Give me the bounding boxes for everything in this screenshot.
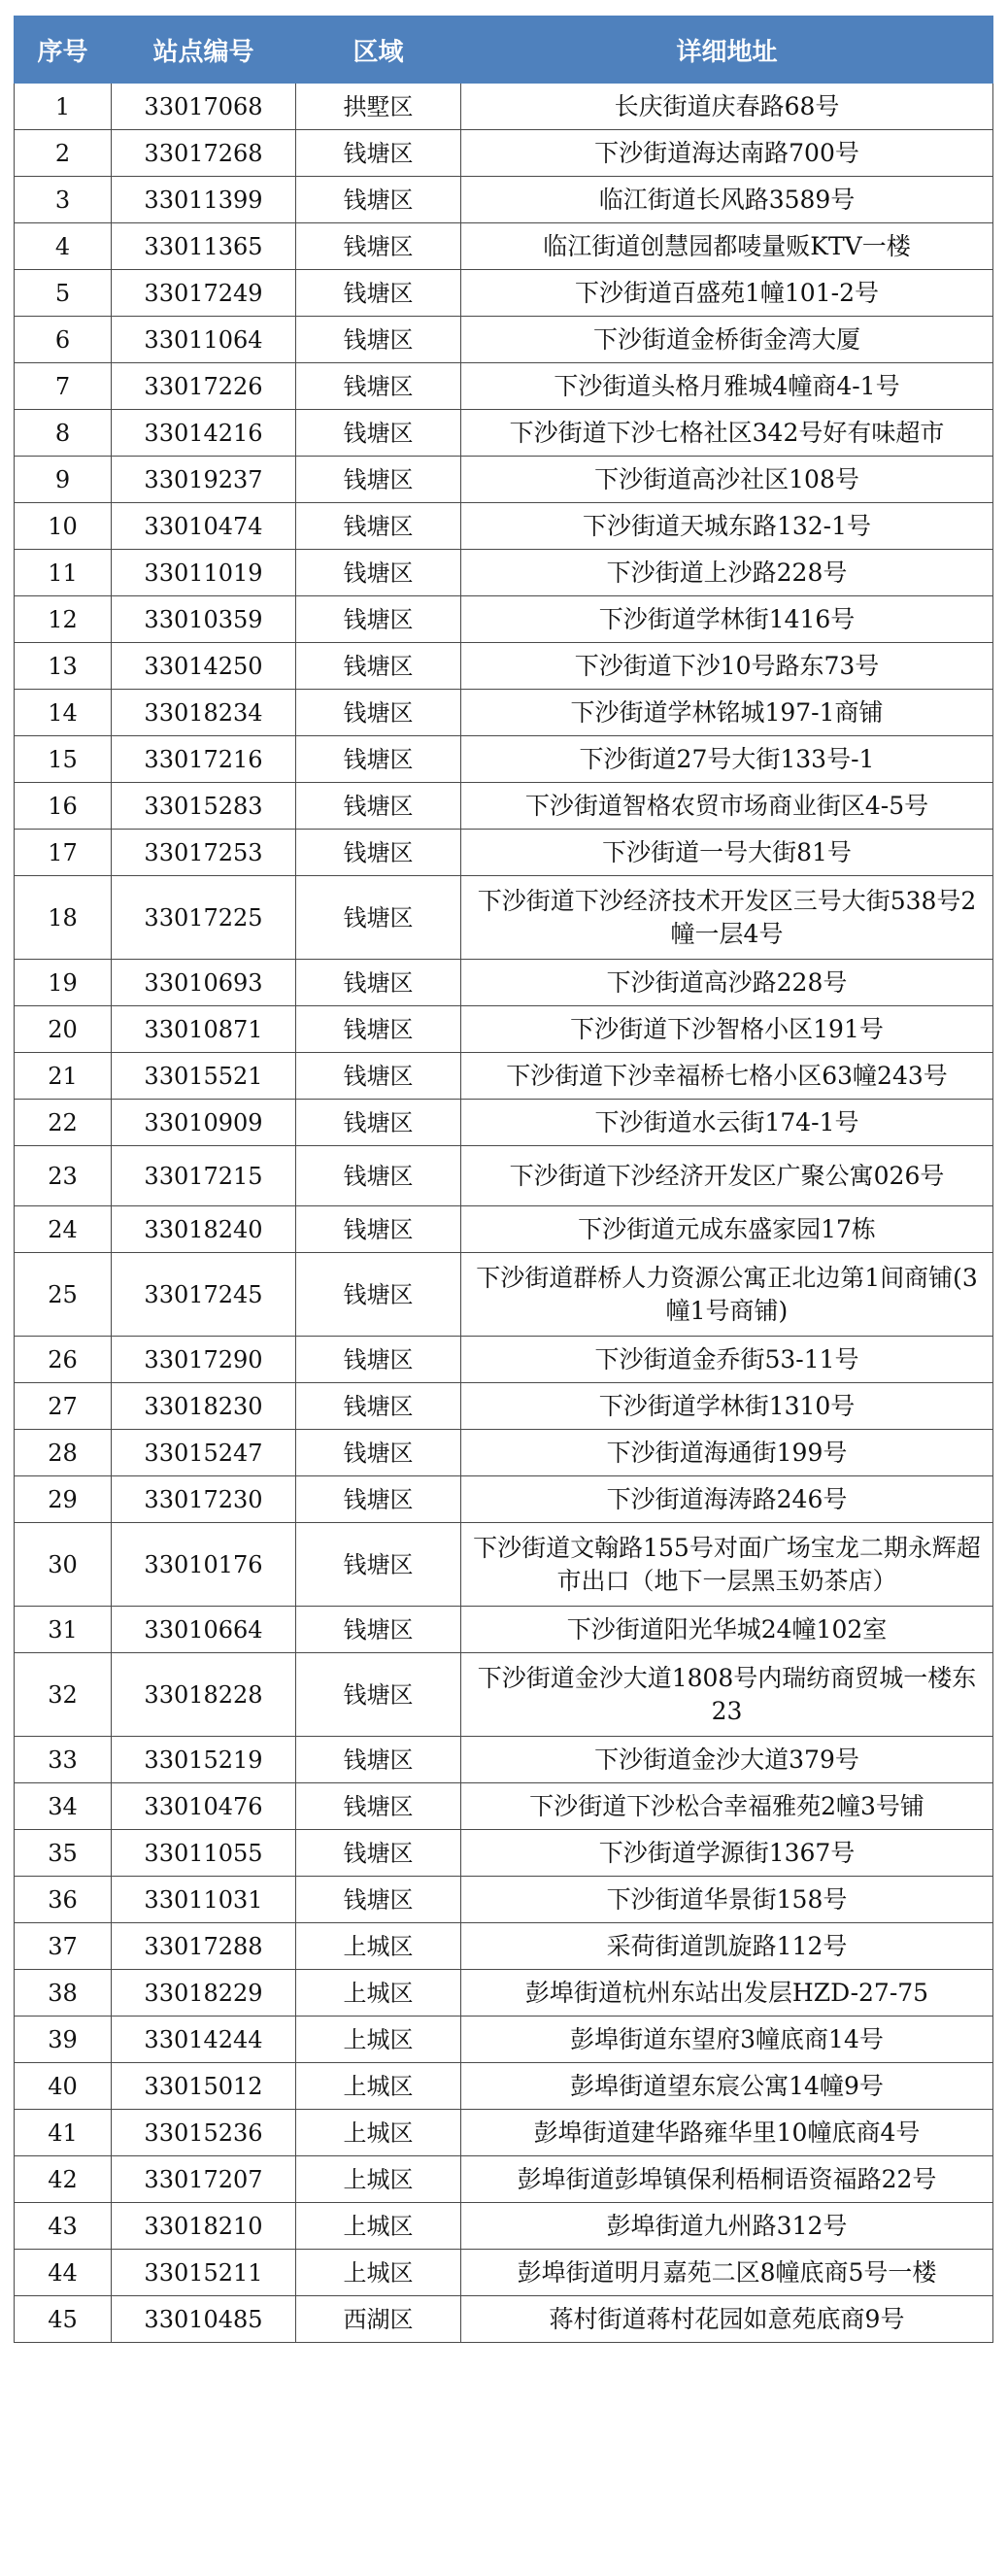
- table-row: [15, 830, 993, 876]
- cell-no: 2: [15, 130, 112, 177]
- cell-area: 钱塘区: [296, 550, 461, 596]
- cell-code: 33010176: [112, 1523, 296, 1607]
- cell-code: 33010909: [112, 1100, 296, 1146]
- cell-address: 下沙街道海通街199号: [461, 1430, 993, 1476]
- cell-area: 钱塘区: [296, 270, 461, 317]
- header-row: [15, 17, 993, 84]
- cell-address: 下沙街道金桥街金湾大厦: [461, 317, 993, 363]
- cell-address: 临江街道长风路3589号: [461, 177, 993, 223]
- table-row: [15, 1970, 993, 2017]
- cell-address: 下沙街道文翰路155号对面广场宝龙二期永辉超市出口（地下一层黑玉奶茶店）: [461, 1523, 993, 1607]
- cell-no: 14: [15, 690, 112, 736]
- cell-no: 17: [15, 830, 112, 876]
- cell-code: 33015247: [112, 1430, 296, 1476]
- cell-address: 下沙街道27号大街133号-1: [461, 736, 993, 783]
- cell-code: 33010693: [112, 960, 296, 1006]
- cell-code: 33018228: [112, 1653, 296, 1737]
- cell-address: 下沙街道学林街1416号: [461, 596, 993, 643]
- cell-address: 蒋村街道蒋村花园如意苑底商9号: [461, 2296, 993, 2343]
- cell-code: 33014250: [112, 643, 296, 690]
- cell-code: 33010476: [112, 1783, 296, 1830]
- cell-no: 16: [15, 783, 112, 830]
- cell-area: 钱塘区: [296, 830, 461, 876]
- table-row: [15, 503, 993, 550]
- cell-area: 上城区: [296, 1970, 461, 2017]
- table-row: [15, 2156, 993, 2203]
- cell-no: 43: [15, 2203, 112, 2250]
- table-row: [15, 1430, 993, 1476]
- cell-area: 钱塘区: [296, 177, 461, 223]
- cell-code: 33015211: [112, 2250, 296, 2296]
- table-row: [15, 223, 993, 270]
- cell-address: 下沙街道下沙松合幸福雅苑2幢3号铺: [461, 1783, 993, 1830]
- cell-address: 彭埠街道望东宸公寓14幢9号: [461, 2063, 993, 2110]
- station-table: [14, 16, 993, 2343]
- cell-no: 34: [15, 1783, 112, 1830]
- cell-no: 25: [15, 1253, 112, 1337]
- cell-code: 33017225: [112, 876, 296, 960]
- cell-code: 33017215: [112, 1146, 296, 1206]
- cell-code: 33015283: [112, 783, 296, 830]
- cell-code: 33019237: [112, 457, 296, 503]
- cell-no: 45: [15, 2296, 112, 2343]
- cell-code: 33017230: [112, 1476, 296, 1523]
- table-row: [15, 1100, 993, 1146]
- cell-no: 30: [15, 1523, 112, 1607]
- header-no: 序号: [15, 17, 112, 84]
- cell-no: 8: [15, 410, 112, 457]
- cell-address: 彭埠街道彭埠镇保利梧桐语资福路22号: [461, 2156, 993, 2203]
- table-row: [15, 1253, 993, 1337]
- cell-area: 钱塘区: [296, 1337, 461, 1383]
- cell-no: 37: [15, 1923, 112, 1970]
- cell-address: 采荷街道凯旋路112号: [461, 1923, 993, 1970]
- cell-code: 33017245: [112, 1253, 296, 1337]
- cell-area: 钱塘区: [296, 1607, 461, 1653]
- cell-area: 钱塘区: [296, 1737, 461, 1783]
- cell-address: 下沙街道下沙经济开发区广聚公寓026号: [461, 1146, 993, 1206]
- table-row: [15, 1146, 993, 1206]
- table-body: [15, 84, 993, 2343]
- table-row: [15, 596, 993, 643]
- cell-code: 33011055: [112, 1830, 296, 1877]
- cell-address: 下沙街道上沙路228号: [461, 550, 993, 596]
- cell-code: 33014216: [112, 410, 296, 457]
- table-row: [15, 2296, 993, 2343]
- cell-address: 彭埠街道杭州东站出发层HZD-27-75: [461, 1970, 993, 2017]
- cell-no: 4: [15, 223, 112, 270]
- cell-no: 40: [15, 2063, 112, 2110]
- cell-code: 33017226: [112, 363, 296, 410]
- cell-area: 钱塘区: [296, 363, 461, 410]
- cell-no: 27: [15, 1383, 112, 1430]
- cell-area: 上城区: [296, 2250, 461, 2296]
- table-row: [15, 1006, 993, 1053]
- cell-no: 23: [15, 1146, 112, 1206]
- table-row: [15, 1383, 993, 1430]
- table-row: [15, 960, 993, 1006]
- cell-code: 33011064: [112, 317, 296, 363]
- table-row: [15, 177, 993, 223]
- cell-area: 西湖区: [296, 2296, 461, 2343]
- cell-area: 钱塘区: [296, 876, 461, 960]
- cell-address: 下沙街道元成东盛家园17栋: [461, 1206, 993, 1253]
- cell-area: 钱塘区: [296, 1383, 461, 1430]
- cell-area: 钱塘区: [296, 1146, 461, 1206]
- cell-area: 钱塘区: [296, 1783, 461, 1830]
- cell-area: 钱塘区: [296, 410, 461, 457]
- cell-code: 33014244: [112, 2017, 296, 2063]
- cell-code: 33017253: [112, 830, 296, 876]
- cell-area: 上城区: [296, 2063, 461, 2110]
- cell-area: 拱墅区: [296, 84, 461, 130]
- cell-area: 钱塘区: [296, 1523, 461, 1607]
- cell-no: 20: [15, 1006, 112, 1053]
- cell-code: 33011399: [112, 177, 296, 223]
- cell-no: 28: [15, 1430, 112, 1476]
- cell-address: 彭埠街道东望府3幢底商14号: [461, 2017, 993, 2063]
- cell-area: 钱塘区: [296, 736, 461, 783]
- cell-area: 钱塘区: [296, 1877, 461, 1923]
- table-row: [15, 1737, 993, 1783]
- table-row: [15, 690, 993, 736]
- cell-area: 钱塘区: [296, 1100, 461, 1146]
- cell-no: 32: [15, 1653, 112, 1737]
- table-row: [15, 1607, 993, 1653]
- cell-code: 33017207: [112, 2156, 296, 2203]
- table-row: [15, 1206, 993, 1253]
- cell-area: 上城区: [296, 2156, 461, 2203]
- table-row: [15, 1653, 993, 1737]
- cell-code: 33010664: [112, 1607, 296, 1653]
- table-row: [15, 410, 993, 457]
- cell-address: 下沙街道学林街1310号: [461, 1383, 993, 1430]
- cell-address: 彭埠街道九州路312号: [461, 2203, 993, 2250]
- cell-no: 12: [15, 596, 112, 643]
- cell-area: 钱塘区: [296, 1830, 461, 1877]
- cell-no: 36: [15, 1877, 112, 1923]
- cell-address: 下沙街道金沙大道1808号内瑞纺商贸城一楼东23: [461, 1653, 993, 1737]
- cell-address: 下沙街道一号大街81号: [461, 830, 993, 876]
- table-row: [15, 1923, 993, 1970]
- cell-code: 33015219: [112, 1737, 296, 1783]
- cell-code: 33015521: [112, 1053, 296, 1100]
- cell-no: 39: [15, 2017, 112, 2063]
- cell-area: 钱塘区: [296, 783, 461, 830]
- cell-no: 26: [15, 1337, 112, 1383]
- cell-address: 下沙街道下沙经济技术开发区三号大街538号2幢一层4号: [461, 876, 993, 960]
- cell-area: 钱塘区: [296, 1053, 461, 1100]
- cell-code: 33010485: [112, 2296, 296, 2343]
- cell-area: 钱塘区: [296, 223, 461, 270]
- cell-code: 33011031: [112, 1877, 296, 1923]
- cell-address: 下沙街道下沙幸福桥七格小区63幢243号: [461, 1053, 993, 1100]
- cell-code: 33017068: [112, 84, 296, 130]
- table-row: [15, 783, 993, 830]
- table-row: [15, 1783, 993, 1830]
- cell-code: 33017268: [112, 130, 296, 177]
- cell-no: 19: [15, 960, 112, 1006]
- table-row: [15, 1523, 993, 1607]
- cell-no: 10: [15, 503, 112, 550]
- header-address: 详细地址: [461, 17, 993, 84]
- cell-area: 钱塘区: [296, 960, 461, 1006]
- cell-code: 33018230: [112, 1383, 296, 1430]
- table-row: [15, 2063, 993, 2110]
- cell-no: 13: [15, 643, 112, 690]
- table-row: [15, 876, 993, 960]
- cell-code: 33017216: [112, 736, 296, 783]
- cell-address: 下沙街道下沙七格社区342号好有味超市: [461, 410, 993, 457]
- cell-no: 42: [15, 2156, 112, 2203]
- cell-address: 下沙街道水云街174-1号: [461, 1100, 993, 1146]
- cell-code: 33018210: [112, 2203, 296, 2250]
- cell-code: 33010871: [112, 1006, 296, 1053]
- table-row: [15, 457, 993, 503]
- cell-no: 15: [15, 736, 112, 783]
- cell-code: 33018234: [112, 690, 296, 736]
- table-row: [15, 363, 993, 410]
- cell-no: 35: [15, 1830, 112, 1877]
- cell-address: 下沙街道高沙路228号: [461, 960, 993, 1006]
- table-row: [15, 317, 993, 363]
- cell-area: 钱塘区: [296, 1653, 461, 1737]
- cell-no: 21: [15, 1053, 112, 1100]
- table-row: [15, 1830, 993, 1877]
- cell-address: 下沙街道天城东路132-1号: [461, 503, 993, 550]
- cell-address: 下沙街道金沙大道379号: [461, 1737, 993, 1783]
- cell-area: 钱塘区: [296, 1430, 461, 1476]
- table-row: [15, 643, 993, 690]
- cell-address: 下沙街道高沙社区108号: [461, 457, 993, 503]
- cell-address: 彭埠街道建华路雍华里10幢底商4号: [461, 2110, 993, 2156]
- cell-code: 33017288: [112, 1923, 296, 1970]
- cell-area: 钱塘区: [296, 457, 461, 503]
- table-row: [15, 84, 993, 130]
- cell-address: 下沙街道学林铭城197-1商铺: [461, 690, 993, 736]
- cell-address: 下沙街道下沙10号路东73号: [461, 643, 993, 690]
- cell-area: 钱塘区: [296, 596, 461, 643]
- cell-address: 下沙街道海达南路700号: [461, 130, 993, 177]
- table-row: [15, 736, 993, 783]
- cell-address: 下沙街道华景街158号: [461, 1877, 993, 1923]
- cell-no: 33: [15, 1737, 112, 1783]
- cell-area: 钱塘区: [296, 1206, 461, 1253]
- cell-address: 下沙街道学源街1367号: [461, 1830, 993, 1877]
- table-row: [15, 1877, 993, 1923]
- table-row: [15, 270, 993, 317]
- cell-address: 下沙街道海涛路246号: [461, 1476, 993, 1523]
- cell-area: 钱塘区: [296, 643, 461, 690]
- table-row: [15, 2203, 993, 2250]
- cell-address: 下沙街道阳光华城24幢102室: [461, 1607, 993, 1653]
- cell-address: 彭埠街道明月嘉苑二区8幢底商5号一楼: [461, 2250, 993, 2296]
- table-row: [15, 1476, 993, 1523]
- cell-code: 33010359: [112, 596, 296, 643]
- cell-code: 33011019: [112, 550, 296, 596]
- cell-no: 11: [15, 550, 112, 596]
- table-container: [14, 16, 992, 2343]
- cell-code: 33018229: [112, 1970, 296, 2017]
- cell-address: 长庆街道庆春路68号: [461, 84, 993, 130]
- table-row: [15, 1337, 993, 1383]
- table-row: [15, 550, 993, 596]
- table-row: [15, 2017, 993, 2063]
- cell-no: 5: [15, 270, 112, 317]
- header-area: 区域: [296, 17, 461, 84]
- cell-no: 38: [15, 1970, 112, 2017]
- cell-area: 钱塘区: [296, 1006, 461, 1053]
- cell-no: 44: [15, 2250, 112, 2296]
- cell-code: 33011365: [112, 223, 296, 270]
- cell-area: 钱塘区: [296, 130, 461, 177]
- table-row: [15, 2250, 993, 2296]
- cell-code: 33015236: [112, 2110, 296, 2156]
- cell-no: 9: [15, 457, 112, 503]
- cell-no: 3: [15, 177, 112, 223]
- cell-area: 上城区: [296, 1923, 461, 1970]
- cell-code: 33017290: [112, 1337, 296, 1383]
- cell-no: 31: [15, 1607, 112, 1653]
- cell-area: 钱塘区: [296, 690, 461, 736]
- cell-address: 下沙街道下沙智格小区191号: [461, 1006, 993, 1053]
- cell-code: 33018240: [112, 1206, 296, 1253]
- cell-address: 下沙街道群桥人力资源公寓正北边第1间商铺(3幢1号商铺): [461, 1253, 993, 1337]
- cell-area: 钱塘区: [296, 1476, 461, 1523]
- cell-address: 下沙街道头格月雅城4幢商4-1号: [461, 363, 993, 410]
- cell-no: 24: [15, 1206, 112, 1253]
- cell-address: 临江街道创慧园都唛量贩KTV一楼: [461, 223, 993, 270]
- cell-code: 33015012: [112, 2063, 296, 2110]
- cell-no: 41: [15, 2110, 112, 2156]
- cell-area: 钱塘区: [296, 1253, 461, 1337]
- cell-no: 18: [15, 876, 112, 960]
- cell-address: 下沙街道智格农贸市场商业街区4-5号: [461, 783, 993, 830]
- table-row: [15, 1053, 993, 1100]
- cell-area: 上城区: [296, 2017, 461, 2063]
- cell-code: 33017249: [112, 270, 296, 317]
- cell-no: 7: [15, 363, 112, 410]
- header-code: 站点编号: [112, 17, 296, 84]
- cell-code: 33010474: [112, 503, 296, 550]
- cell-no: 6: [15, 317, 112, 363]
- cell-no: 22: [15, 1100, 112, 1146]
- cell-no: 1: [15, 84, 112, 130]
- table-row: [15, 130, 993, 177]
- cell-area: 钱塘区: [296, 503, 461, 550]
- cell-address: 下沙街道百盛苑1幢101-2号: [461, 270, 993, 317]
- cell-no: 29: [15, 1476, 112, 1523]
- table-row: [15, 2110, 993, 2156]
- cell-address: 下沙街道金乔街53-11号: [461, 1337, 993, 1383]
- cell-area: 上城区: [296, 2203, 461, 2250]
- cell-area: 上城区: [296, 2110, 461, 2156]
- cell-area: 钱塘区: [296, 317, 461, 363]
